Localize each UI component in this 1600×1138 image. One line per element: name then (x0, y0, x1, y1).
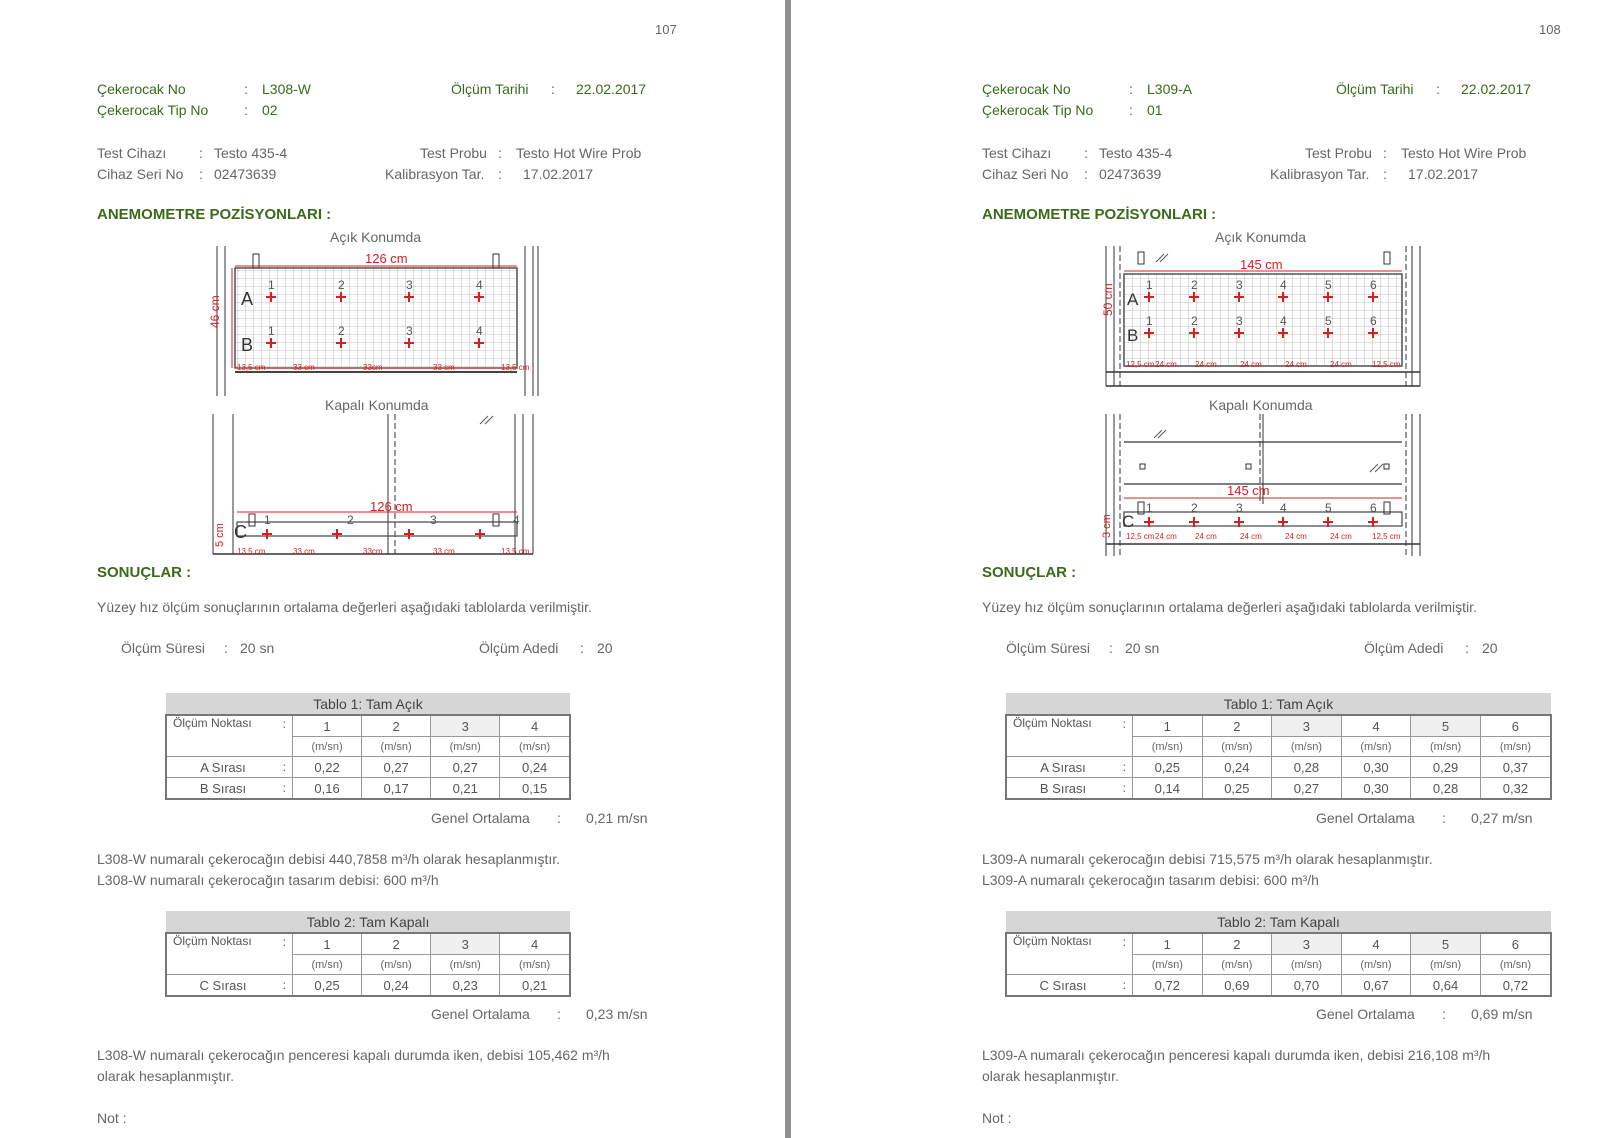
cell-value: 0,70 (1272, 975, 1342, 997)
col-header: 6 (1480, 715, 1551, 737)
genel-ortalama-label: Genel Ortalama (431, 1006, 530, 1022)
cell-value: 0,27 (362, 757, 431, 778)
header-label: Ölçüm Noktası (166, 933, 273, 975)
point-number: 2 (1191, 278, 1198, 292)
kalibrasyon-value: 17.02.2017 (1408, 166, 1479, 182)
table-row: C Sırası : 0,25 0,24 0,23 0,21 (166, 975, 570, 997)
table1-tam-acik: Tablo 1: Tam Açık Ölçüm Noktası : 1 2 3 4 5 6 (m/sn) (m/sn) (m/sn) (m/sn) (m/sn) (m/sn) A Sırası : 0,25 0,24 0,28 0,30 0,29 0,37 B Sırası : 0,14 0,25 0,27 0,30 0,28 0,32 (1005, 693, 1552, 800)
measurement-point-c1 (262, 529, 272, 539)
unit: (m/sn) (293, 737, 362, 757)
colon: : (1109, 640, 1113, 656)
closed-text-line-1: L309-A numaralı çekerocağın penceresi kapalı durumda iken, debisi 216,108 m³/h (982, 1047, 1491, 1063)
olcum-suresi-label: Ölçüm Süresi (121, 640, 206, 656)
point-number: 3 (406, 278, 413, 292)
cell-value: 0,30 (1341, 757, 1411, 778)
col-header: 3 (431, 715, 500, 737)
colon: : (224, 640, 228, 656)
table-row: C Sırası : 0,72 0,69 0,70 0,67 0,64 0,72 (1006, 975, 1551, 997)
spacing-label: 24 cm (1155, 360, 1177, 369)
col-header: 4 (500, 715, 570, 737)
col-header: 4 (1341, 933, 1411, 955)
colon: : (199, 145, 203, 161)
olcum-suresi-value: 20 sn (1125, 640, 1160, 656)
cell-value: 0,25 (1133, 757, 1203, 778)
unit: (m/sn) (1202, 737, 1272, 757)
unit: (m/sn) (1341, 737, 1411, 757)
point-number: 4 (476, 324, 483, 338)
point-number: 2 (347, 513, 354, 527)
unit: (m/sn) (431, 955, 500, 975)
kalibrasyon-label: Kalibrasyon Tar. (1270, 166, 1370, 182)
olcum-adedi-value: 20 (1482, 640, 1498, 656)
unit: (m/sn) (1272, 737, 1342, 757)
genel-ortalama-value: 0,23 m/sn (586, 1006, 648, 1022)
measurement-point-c2 (332, 529, 342, 539)
point-number: 6 (1370, 314, 1377, 328)
header-label: Ölçüm Noktası (1006, 933, 1113, 975)
row-label-b: B (241, 335, 254, 355)
not-label: Not : (982, 1110, 1012, 1126)
unit: (m/sn) (1411, 955, 1481, 975)
cell-value: 0,32 (1480, 778, 1551, 800)
table-caption: Tablo 2: Tam Kapalı (166, 911, 570, 933)
debi-line-1: L308-W numaralı çekerocağın debisi 440,7858 m³/h olarak hesaplanmıştır. (97, 851, 561, 867)
colon: : (557, 810, 561, 826)
page-number: 108 (1539, 22, 1561, 37)
cell-value: 0,25 (1202, 778, 1272, 800)
spacing-label: 12,5 cm (1372, 360, 1401, 369)
row-label: A Sırası (1006, 757, 1113, 778)
closed-text-line-1: L308-W numaralı çekerocağın penceresi kapalı durumda iken, debisi 105,462 m³/h (97, 1047, 610, 1063)
page-number: 107 (655, 22, 677, 37)
cell-value: 0,67 (1341, 975, 1411, 997)
sonuclar-heading: SONUÇLAR : (97, 564, 192, 581)
sonuclar-heading: SONUÇLAR : (982, 564, 1077, 581)
point-number: 1 (1146, 278, 1153, 292)
olcum-tarihi-label: Ölçüm Tarihi (1336, 81, 1414, 97)
spacing-label: 33 cm (293, 363, 315, 372)
unit: (m/sn) (293, 955, 362, 975)
spacing-label: 24 cm (1195, 360, 1217, 369)
colon: : (244, 81, 248, 97)
open-position-diagram (205, 246, 550, 396)
point-number: 4 (513, 513, 520, 527)
test-cihazi-label: Test Cihazı (982, 145, 1052, 161)
cell-value: 0,64 (1411, 975, 1481, 997)
colon: : (1084, 145, 1088, 161)
row-label: B Sırası (166, 778, 273, 800)
point-number: 4 (1280, 314, 1287, 328)
col-header: 2 (362, 715, 431, 737)
unit: (m/sn) (1202, 955, 1272, 975)
cell-value: 0,23 (431, 975, 500, 997)
colon: : (1442, 1006, 1446, 1022)
row-label: C Sırası (166, 975, 273, 997)
point-number: 3 (1236, 314, 1243, 328)
point-number: 5 (1325, 314, 1332, 328)
header-label: Ölçüm Noktası (1006, 715, 1113, 757)
table-row: A Sırası : 0,22 0,27 0,27 0,24 (166, 757, 570, 778)
point-number: 2 (1191, 501, 1198, 515)
unit: (m/sn) (1341, 955, 1411, 975)
col-header: 2 (362, 933, 431, 955)
spacing-label: 24 cm (1195, 532, 1217, 541)
genel-ortalama-value: 0,27 m/sn (1471, 810, 1533, 826)
closed-text-line-2: olarak hesaplanmıştır. (982, 1068, 1119, 1084)
cell-value: 0,69 (1202, 975, 1272, 997)
row-label: C Sırası (1006, 975, 1113, 997)
olcum-tarihi-value: 22.02.2017 (576, 81, 647, 97)
point-number: 4 (1280, 501, 1287, 515)
cell-value: 0,24 (500, 757, 570, 778)
olcum-adedi-value: 20 (597, 640, 613, 656)
unit: (m/sn) (1411, 737, 1481, 757)
colon: : (1084, 166, 1088, 182)
col-header: 4 (1341, 715, 1411, 737)
point-number: 2 (1191, 314, 1198, 328)
point-number: 1 (268, 324, 275, 338)
diagram-open-title: Açık Konumda (330, 229, 422, 245)
col-header: 3 (1272, 933, 1342, 955)
tip-no-label: Çekerocak Tip No (982, 102, 1094, 118)
diagram-closed-title: Kapalı Konumda (1209, 397, 1313, 413)
row-label: A Sırası (166, 757, 273, 778)
spacing-label: 13,5 cm (501, 363, 530, 372)
debi-line-2: L308-W numaralı çekerocağın tasarım debisi: 600 m³/h (97, 872, 439, 888)
closed-position-diagram (1100, 414, 1440, 560)
colon: : (1383, 145, 1387, 161)
row-label-c: C (1122, 512, 1135, 531)
seri-no-label: Cihaz Seri No (982, 166, 1069, 182)
col-header: 5 (1411, 715, 1481, 737)
height-label: 5 cm (214, 523, 226, 547)
spacing-label: 33 cm (433, 547, 455, 556)
cell-value: 0,17 (362, 778, 431, 800)
colon: : (1442, 810, 1446, 826)
table2-tam-kapali: Tablo 2: Tam Kapalı Ölçüm Noktası : 1 2 3 4 (m/sn) (m/sn) (m/sn) (m/sn) C Sırası : 0,25 0,24 0,23 0,21 (165, 911, 571, 997)
colon: : (1129, 102, 1133, 118)
unit: (m/sn) (1133, 955, 1203, 975)
tip-no-value: 02 (262, 102, 278, 118)
olcum-tarihi-label: Ölçüm Tarihi (451, 81, 529, 97)
col-header: 1 (293, 933, 362, 955)
tip-no-value: 01 (1147, 102, 1163, 118)
kalibrasyon-label: Kalibrasyon Tar. (385, 166, 485, 182)
spacing-label: 24 cm (1285, 360, 1307, 369)
colon: : (1129, 81, 1133, 97)
point-number: 1 (1146, 501, 1153, 515)
page-108 (791, 0, 1600, 1138)
width-label: 145 cm (1227, 483, 1270, 498)
genel-ortalama-label: Genel Ortalama (1316, 810, 1415, 826)
col-header: 1 (1133, 715, 1203, 737)
point-number: 2 (338, 278, 345, 292)
cell-value: 0,30 (1341, 778, 1411, 800)
point-number: 3 (1236, 501, 1243, 515)
height-label: 50 cm (1101, 283, 1115, 316)
measurement-point-c4 (475, 529, 485, 539)
test-cihazi-label: Test Cihazı (97, 145, 167, 161)
col-header: 3 (1272, 715, 1342, 737)
point-number: 5 (1325, 278, 1332, 292)
unit: (m/sn) (500, 737, 570, 757)
test-probu-value: Testo Hot Wire Prob (1401, 145, 1527, 161)
seri-no-value: 02473639 (1099, 166, 1162, 182)
unit: (m/sn) (1272, 955, 1342, 975)
row-label-a: A (1127, 290, 1139, 309)
cekerocak-no-label: Çekerocak No (97, 81, 186, 97)
table-caption: Tablo 2: Tam Kapalı (1006, 911, 1551, 933)
cell-value: 0,24 (1202, 757, 1272, 778)
genel-ortalama-label: Genel Ortalama (431, 810, 530, 826)
spacing-label: 24 cm (1240, 360, 1262, 369)
anemometre-heading: ANEMOMETRE POZİSYONLARI : (982, 206, 1217, 223)
colon: : (1383, 166, 1387, 182)
cell-value: 0,28 (1411, 778, 1481, 800)
tip-no-label: Çekerocak Tip No (97, 102, 209, 118)
cekerocak-no-value: L309-A (1147, 81, 1193, 97)
cell-value: 0,15 (500, 778, 570, 800)
cell-value: 0,14 (1133, 778, 1203, 800)
spacing-label: 33 cm (433, 363, 455, 372)
cell-value: 0,72 (1480, 975, 1551, 997)
colon: : (580, 640, 584, 656)
debi-line-2: L309-A numaralı çekerocağın tasarım debisi: 600 m³/h (982, 872, 1319, 888)
olcum-tarihi-value: 22.02.2017 (1461, 81, 1532, 97)
unit: (m/sn) (362, 737, 431, 757)
unit: (m/sn) (500, 955, 570, 975)
point-number: 4 (476, 278, 483, 292)
olcum-suresi-label: Ölçüm Süresi (1006, 640, 1091, 656)
width-label: 126 cm (370, 499, 413, 514)
seri-no-label: Cihaz Seri No (97, 166, 184, 182)
diagram-open-title: Açık Konumda (1215, 229, 1307, 245)
spacing-label: 12,5 cm (1126, 532, 1155, 541)
spacing-label: 33cm (363, 363, 383, 372)
colon: : (199, 166, 203, 182)
colon: : (498, 145, 502, 161)
olcum-adedi-label: Ölçüm Adedi (479, 640, 559, 656)
point-number: 3 (430, 513, 437, 527)
height-label: 3 cm (1101, 514, 1113, 538)
cell-value: 0,21 (500, 975, 570, 997)
spacing-label: 33cm (363, 547, 383, 556)
table-caption: Tablo 1: Tam Açık (1006, 693, 1551, 715)
point-number: 3 (1236, 278, 1243, 292)
not-label: Not : (97, 1110, 127, 1126)
table-row: B Sırası : 0,14 0,25 0,27 0,30 0,28 0,32 (1006, 778, 1551, 800)
olcum-suresi-value: 20 sn (240, 640, 275, 656)
measurement-point-c3 (404, 529, 414, 539)
spacing-label: 13,5 cm (501, 547, 530, 556)
spacing-label: 12,5 cm (1126, 360, 1155, 369)
row-label: B Sırası (1006, 778, 1113, 800)
point-number: 3 (406, 324, 413, 338)
point-number: 1 (264, 513, 271, 527)
colon: : (557, 1006, 561, 1022)
header-label: Ölçüm Noktası (166, 715, 273, 757)
test-cihazi-value: Testo 435-4 (1099, 145, 1173, 161)
cell-value: 0,28 (1272, 757, 1342, 778)
seri-no-value: 02473639 (214, 166, 277, 182)
colon: : (498, 166, 502, 182)
cell-value: 0,72 (1133, 975, 1203, 997)
unit: (m/sn) (1133, 737, 1203, 757)
cell-value: 0,25 (293, 975, 362, 997)
cell-value: 0,29 (1411, 757, 1481, 778)
spacing-label: 24 cm (1155, 532, 1177, 541)
colon: : (1436, 81, 1440, 97)
open-position-diagram (1100, 246, 1440, 396)
olcum-adedi-label: Ölçüm Adedi (1364, 640, 1444, 656)
cell-value: 0,27 (431, 757, 500, 778)
closed-position-diagram (205, 414, 550, 560)
col-header: 1 (293, 715, 362, 737)
col-header: 3 (431, 933, 500, 955)
spacing-label: 33 cm (293, 547, 315, 556)
debi-line-1: L309-A numaralı çekerocağın debisi 715,575 m³/h olarak hesaplanmıştır. (982, 851, 1433, 867)
cell-value: 0,27 (1272, 778, 1342, 800)
table2-tam-kapali: Tablo 2: Tam Kapalı Ölçüm Noktası : 1 2 3 4 5 6 (m/sn) (m/sn) (m/sn) (m/sn) (m/sn) (m/sn) C Sırası : 0,72 0,69 0,70 0,67 0,64 0,72 (1005, 911, 1552, 997)
table-row: B Sırası : 0,16 0,17 0,21 0,15 (166, 778, 570, 800)
cell-value: 0,21 (431, 778, 500, 800)
closed-text-line-2: olarak hesaplanmıştır. (97, 1068, 234, 1084)
cekerocak-no-value: L308-W (262, 81, 312, 97)
genel-ortalama-value: 0,21 m/sn (586, 810, 648, 826)
genel-ortalama-value: 0,69 m/sn (1471, 1006, 1533, 1022)
cell-value: 0,16 (293, 778, 362, 800)
spacing-label: 24 cm (1330, 532, 1352, 541)
intro-text: Yüzey hız ölçüm sonuçlarının ortalama değerleri aşağıdaki tablolarda verilmiştir. (982, 599, 1477, 615)
point-number: 2 (338, 324, 345, 338)
test-cihazi-value: Testo 435-4 (214, 145, 288, 161)
colon: : (551, 81, 555, 97)
col-header: 5 (1411, 933, 1481, 955)
table1-tam-acik: Tablo 1: Tam Açık Ölçüm Noktası : 1 2 3 4 (m/sn) (m/sn) (m/sn) (m/sn) A Sırası : 0,22 0,27 0,27 0,24 B Sırası : 0,16 0,17 0,21 0,15 (165, 693, 571, 800)
cell-value: 0,37 (1480, 757, 1551, 778)
spacing-label: 24 cm (1330, 360, 1352, 369)
cekerocak-no-label: Çekerocak No (982, 81, 1071, 97)
width-label: 126 cm (365, 251, 408, 266)
colon: : (1465, 640, 1469, 656)
col-header: 1 (1133, 933, 1203, 955)
diagram-closed-title: Kapalı Konumda (325, 397, 429, 413)
spacing-label: 24 cm (1285, 532, 1307, 541)
cell-value: 0,22 (293, 757, 362, 778)
point-number: 5 (1325, 501, 1332, 515)
row-label-c: C (234, 522, 247, 542)
spacing-label: 13,5 cm (237, 363, 266, 372)
genel-ortalama-label: Genel Ortalama (1316, 1006, 1415, 1022)
colon: : (244, 102, 248, 118)
page-107 (0, 0, 785, 1138)
row-label-b: B (1127, 326, 1139, 345)
unit: (m/sn) (1480, 737, 1551, 757)
anemometre-heading: ANEMOMETRE POZİSYONLARI : (97, 206, 332, 223)
cell-value: 0,24 (362, 975, 431, 997)
spacing-label: 24 cm (1240, 532, 1262, 541)
point-number: 6 (1370, 278, 1377, 292)
test-probu-label: Test Probu (420, 145, 487, 161)
unit: (m/sn) (1480, 955, 1551, 975)
point-number: 4 (1280, 278, 1287, 292)
test-probu-value: Testo Hot Wire Prob (516, 145, 642, 161)
col-header: 4 (500, 933, 570, 955)
kalibrasyon-value: 17.02.2017 (523, 166, 594, 182)
unit: (m/sn) (362, 955, 431, 975)
intro-text: Yüzey hız ölçüm sonuçlarının ortalama değerleri aşağıdaki tablolarda verilmiştir. (97, 599, 592, 615)
col-header: 2 (1202, 715, 1272, 737)
spacing-label: 13,5 cm (237, 547, 266, 556)
height-label: 46 cm (208, 295, 222, 328)
row-label-a: A (241, 289, 254, 309)
col-header: 2 (1202, 933, 1272, 955)
table-row: A Sırası : 0,25 0,24 0,28 0,30 0,29 0,37 (1006, 757, 1551, 778)
point-number: 1 (1146, 314, 1153, 328)
point-number: 1 (268, 278, 275, 292)
test-probu-label: Test Probu (1305, 145, 1372, 161)
width-label: 145 cm (1240, 257, 1283, 272)
table-caption: Tablo 1: Tam Açık (166, 693, 570, 715)
unit: (m/sn) (431, 737, 500, 757)
col-header: 6 (1480, 933, 1551, 955)
point-number: 6 (1370, 501, 1377, 515)
spacing-label: 12,5 cm (1372, 532, 1401, 541)
